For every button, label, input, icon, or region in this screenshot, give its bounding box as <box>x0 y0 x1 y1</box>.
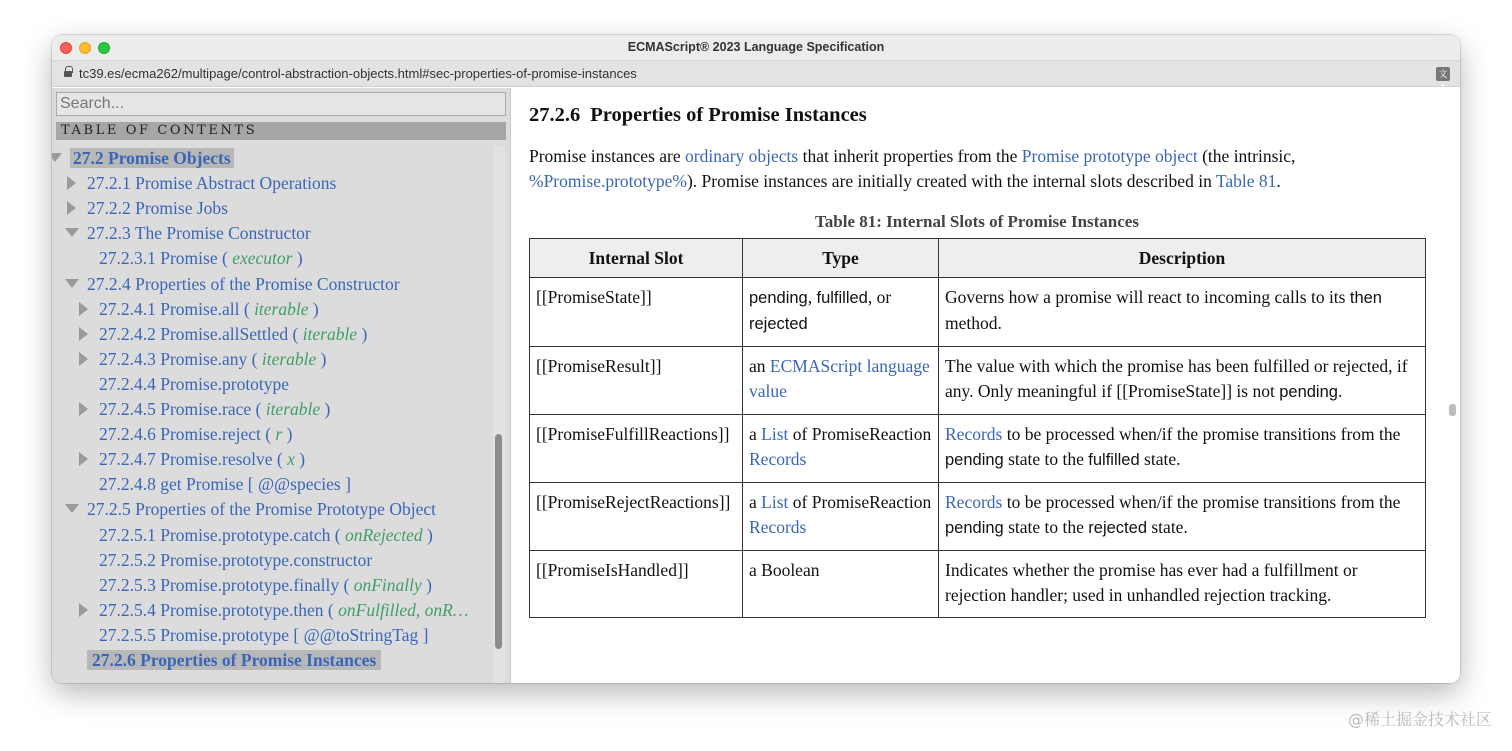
type-cell <box>743 483 939 551</box>
toc-item-label <box>87 198 228 218</box>
text: to be processed when/if the promise transitions from the <box>1002 424 1401 444</box>
text: to be processed when/if the promise transitions from the <box>1002 492 1401 512</box>
slot-cell: [[PromiseState]] <box>530 278 743 347</box>
toc-item-27-2[interactable] <box>70 146 234 170</box>
text: Governs how a promise will react to incoming calls to its <box>945 287 1350 307</box>
title-bar <box>52 35 1460 61</box>
toc-item-title: Promise Objects <box>108 148 231 168</box>
code-value: then <box>1349 289 1382 307</box>
description-cell <box>939 347 1426 415</box>
toc-item-27-2-4-3[interactable] <box>99 347 326 371</box>
toc-item-27-2-6[interactable] <box>87 648 381 672</box>
search-input[interactable] <box>56 92 506 116</box>
main-scrollbar-thumb[interactable] <box>1449 404 1456 416</box>
toc-item-label <box>99 374 289 394</box>
link-list[interactable]: List <box>761 492 789 512</box>
code-value: pending <box>945 451 1004 469</box>
expanded-triangle-icon[interactable] <box>65 504 79 513</box>
column-header: Description <box>939 239 1426 278</box>
expanded-triangle-icon[interactable] <box>52 153 62 162</box>
toc-item-27-2-3-1[interactable] <box>99 246 303 270</box>
link-records[interactable]: Records <box>945 424 1003 444</box>
table-row <box>530 415 1426 483</box>
toc-item-title: Promise.reject ( <box>160 424 272 445</box>
toc-item-title: Promise Abstract Operations <box>135 173 337 194</box>
link-records[interactable]: Records <box>945 492 1003 512</box>
toc-item-27-2-4-5[interactable] <box>99 397 330 421</box>
collapsed-triangle-icon[interactable] <box>79 302 88 316</box>
description-cell <box>939 278 1426 347</box>
text: . <box>1276 171 1281 191</box>
code-value: pending <box>749 289 808 307</box>
column-header: Internal Slot <box>530 239 743 278</box>
sidebar <box>52 88 511 683</box>
table-row <box>530 278 1426 347</box>
link-records[interactable]: Records <box>749 517 807 537</box>
toc-item-paren: ) <box>296 248 303 269</box>
toc-item-number: 27.2.4.4 <box>99 373 156 394</box>
toc-item-title: Promise.all ( <box>160 298 250 319</box>
toc-item-27-2-3[interactable] <box>87 221 311 245</box>
code-value: pending <box>945 519 1004 537</box>
toc-item-label <box>99 349 326 369</box>
text: , or <box>867 287 892 307</box>
link-ecmascript-language-value[interactable]: ECMAScript language value <box>749 356 930 401</box>
type-cell: a Boolean <box>743 551 939 618</box>
toc-item-paren: ) <box>361 323 368 344</box>
toc-item-paren: ) <box>427 524 433 545</box>
toc-item-label <box>99 449 305 469</box>
text: that inherit properties from the <box>798 146 1022 166</box>
url-text[interactable]: tc39.es/ecma262/multipage/control-abstraction-objects.html#sec-properties-of-promise-instances <box>79 66 637 81</box>
text: method. <box>945 313 1002 333</box>
toc-item-number: 27.2 <box>73 148 104 168</box>
toc-item-title: Promise.allSettled ( <box>160 323 299 344</box>
description-cell <box>939 415 1426 483</box>
toc-item-label <box>99 324 367 344</box>
text: of PromiseReaction <box>788 492 932 512</box>
toc-item-title: Promise ( <box>160 248 228 269</box>
text: ). Promise instances are initially created with the internal slots described in <box>686 171 1216 191</box>
toc-item-argument: onFulfilled, onR… <box>338 599 469 620</box>
toc-item-number: 27.2.5.1 <box>99 524 156 545</box>
toc-item-title: Promise.prototype.catch ( <box>160 524 341 545</box>
toc-header: TABLE OF CONTENTS <box>56 122 506 140</box>
toc-item-number: 27.2.4.6 <box>99 424 156 445</box>
toc-item-27-2-4-2[interactable] <box>99 322 367 346</box>
toc-item-title: Promise.prototype.then ( <box>160 599 334 620</box>
text: a <box>749 492 762 512</box>
toc-item-paren: ) <box>299 449 306 470</box>
toc-item-title: Properties of the Promise Prototype Object <box>135 499 436 520</box>
text: Promise instances are <box>529 146 685 166</box>
toc-item-label <box>99 248 303 268</box>
text: of PromiseReaction <box>788 424 932 444</box>
toc-item-label <box>99 474 351 494</box>
toc-item-title: The Promise Constructor <box>134 223 311 244</box>
text: state. <box>1147 517 1188 537</box>
collapsed-triangle-icon[interactable] <box>79 402 88 416</box>
description-cell: Indicates whether the promise has ever had a fulfillment or rejection handler; used in unhandled rejection tracking. <box>939 551 1426 618</box>
watermark: @稀土掘金技术社区 <box>1347 710 1492 729</box>
link-promise-prototype-object[interactable]: Promise prototype object <box>1021 146 1198 166</box>
slot-cell: [[PromiseRejectReactions]] <box>530 483 743 551</box>
column-header: Type <box>743 239 939 278</box>
text: The value with which the promise has been fulfilled or rejected, if any. Only meaningful if [[PromiseState]] is not <box>945 356 1408 401</box>
section-number: 27.2.6 <box>529 104 581 126</box>
slot-cell: [[PromiseFulfillReactions]] <box>530 415 743 483</box>
table-row <box>530 483 1426 551</box>
toc-item-label <box>87 274 400 294</box>
toc-item-27-2-4-6[interactable] <box>99 422 292 446</box>
text: an <box>749 356 770 376</box>
text: (the intrinsic, <box>1197 146 1296 166</box>
toc-item-argument: iterable <box>302 323 358 344</box>
toc-item-title: Properties of the Promise Constructor <box>135 273 400 294</box>
text: state to the <box>1003 517 1089 537</box>
slot-cell: [[PromiseResult]] <box>530 347 743 415</box>
toc-item-title: Promise.any ( <box>160 348 258 369</box>
collapsed-triangle-icon[interactable] <box>67 201 76 215</box>
link-table-81[interactable]: Table 81 <box>1215 171 1277 191</box>
table-row <box>530 347 1426 415</box>
toc-item-argument: iterable <box>265 399 321 419</box>
sidebar-scrollbar-thumb[interactable] <box>495 434 502 649</box>
toc-item-paren: ) <box>286 424 293 445</box>
toc-item-27-2-5-3[interactable] <box>99 573 432 597</box>
toc-item-title: Properties of Promise Instances <box>140 650 377 670</box>
toc-item-title: Promise Jobs <box>135 198 228 219</box>
table-caption: Table 81: Internal Slots of Promise Instances <box>815 212 1139 231</box>
translate-icon[interactable]: 文 <box>1436 67 1450 81</box>
toc-item-27-2-4-4[interactable] <box>99 372 289 396</box>
toc-item-number: 27.2.5.2 <box>99 549 156 570</box>
code-value: rejected <box>1088 519 1147 537</box>
toc-item-27-2-5-2[interactable] <box>99 548 372 572</box>
toc-item-number: 27.2.4.8 <box>99 474 156 495</box>
toc-item-paren: ) <box>426 574 432 595</box>
address-bar[interactable] <box>52 61 1460 87</box>
toc-item-27-2-5-5[interactable] <box>99 623 428 647</box>
toc-item-number: 27.2.4.7 <box>99 449 156 470</box>
section-title: Properties of Promise Instances <box>590 104 867 126</box>
toc-item-title: Promise.race ( <box>160 399 262 419</box>
toc-item-label <box>87 173 336 193</box>
toc-item-number: 27.2.4.1 <box>99 298 156 319</box>
toc-item-argument: iterable <box>261 348 317 369</box>
internal-slots-table <box>529 238 1426 618</box>
toc-item-argument: executor <box>232 248 293 269</box>
table-row <box>530 551 1426 618</box>
toc-item-argument: x <box>287 449 295 470</box>
toc-item-label <box>99 525 433 545</box>
toc-item-label <box>99 625 428 645</box>
expanded-triangle-icon[interactable] <box>65 279 79 288</box>
toc-item-label <box>99 299 319 319</box>
toc-item-argument: r <box>275 424 283 445</box>
window-title: ECMAScript® 2023 Language Specification <box>627 40 885 54</box>
toc-item-27-2-4-1[interactable] <box>99 297 319 321</box>
toc-item-27-2-5-4[interactable] <box>99 598 468 622</box>
toc-item-argument: onFinally <box>353 574 422 595</box>
toc-item-number: 27.2.5.3 <box>99 574 156 595</box>
code-value: pending <box>1279 383 1338 401</box>
collapsed-triangle-icon[interactable] <box>79 327 88 341</box>
toc-item-number: 27.2.4.5 <box>99 399 156 419</box>
toc-item-title: Promise.prototype <box>160 373 290 394</box>
toc-item-27-2-1[interactable] <box>87 171 336 195</box>
toc-item-paren: ) <box>324 399 331 419</box>
toc-item-label <box>87 650 381 670</box>
toc-item-label <box>99 399 330 419</box>
toc-item-number: 27.2.4.3 <box>99 348 156 369</box>
browser-window <box>52 35 1460 683</box>
toc-item-label <box>87 499 436 519</box>
toc-list <box>52 146 492 683</box>
toc-item-number: 27.2.4.2 <box>99 323 156 344</box>
toc-item-argument: iterable <box>254 298 309 319</box>
slot-cell: [[PromiseIsHandled]] <box>530 551 743 618</box>
toc-item-label <box>99 575 432 595</box>
page-title <box>529 104 867 127</box>
text: a <box>749 424 762 444</box>
toc-item-number: 27.2.2 <box>87 198 131 219</box>
toc-item-title: Promise.prototype.constructor <box>160 549 373 570</box>
page-content <box>52 88 1460 683</box>
text: state to the <box>1003 449 1089 469</box>
toc-item-number: 27.2.5.4 <box>99 599 156 620</box>
toc-item-number: 27.2.6 <box>92 650 136 670</box>
type-cell <box>743 347 939 415</box>
toc-item-number: 27.2.5.5 <box>99 624 156 645</box>
toc-item-title: Promise.resolve ( <box>160 449 283 470</box>
toc-item-label <box>99 424 292 444</box>
main-content <box>511 88 1460 683</box>
toc-item-argument: onRejected <box>344 524 423 545</box>
link-list[interactable]: List <box>761 424 789 444</box>
type-cell <box>743 278 939 347</box>
collapsed-triangle-icon[interactable] <box>79 603 88 617</box>
text: . <box>1337 381 1343 401</box>
intro-paragraph <box>529 144 1409 194</box>
code-value: fulfilled <box>1088 451 1140 469</box>
toc-item-27-2-4-8[interactable] <box>99 472 351 496</box>
toc-item-27-2-5-1[interactable] <box>99 523 433 547</box>
toc-item-number: 27.2.3.1 <box>99 248 156 269</box>
toc-item-label <box>70 148 234 168</box>
lock-icon <box>64 70 72 80</box>
expanded-triangle-icon[interactable] <box>65 228 79 237</box>
toc-item-27-2-2[interactable] <box>87 196 228 220</box>
toc-item-number: 27.2.4 <box>87 273 131 294</box>
toc-item-number: 27.2.3 <box>87 223 131 244</box>
collapsed-triangle-icon[interactable] <box>79 452 88 466</box>
toc-item-27-2-4[interactable] <box>87 272 400 296</box>
type-cell <box>743 415 939 483</box>
collapsed-triangle-icon[interactable] <box>79 352 88 366</box>
toc-item-paren: ) <box>320 348 327 369</box>
text: state. <box>1139 449 1181 469</box>
toc-item-title: get Promise [ @@species ] <box>160 474 351 495</box>
link-records[interactable]: Records <box>749 449 807 469</box>
toc-item-label <box>99 550 372 570</box>
toc-item-number: 27.2.1 <box>87 173 131 194</box>
toc-item-paren: ) <box>312 298 319 319</box>
toc-item-title: Promise.prototype [ @@toStringTag ] <box>160 624 429 645</box>
text: , <box>807 287 817 307</box>
link-ordinary-objects[interactable]: ordinary objects <box>685 146 799 166</box>
toc-item-title: Promise.prototype.finally ( <box>160 574 350 595</box>
toc-item-number: 27.2.5 <box>87 499 131 520</box>
toc-item-label <box>87 223 311 243</box>
toc-item-label <box>99 600 468 620</box>
code-value: rejected <box>749 315 808 333</box>
description-cell <box>939 483 1426 551</box>
code-value: fulfilled <box>816 289 868 307</box>
toc-item-27-2-4-7[interactable] <box>99 447 305 471</box>
table-header-row <box>530 239 1426 278</box>
link-promise-prototype-intrinsic[interactable]: %Promise.prototype% <box>529 171 687 191</box>
collapsed-triangle-icon[interactable] <box>67 176 76 190</box>
toc-item-27-2-5[interactable] <box>87 497 436 521</box>
